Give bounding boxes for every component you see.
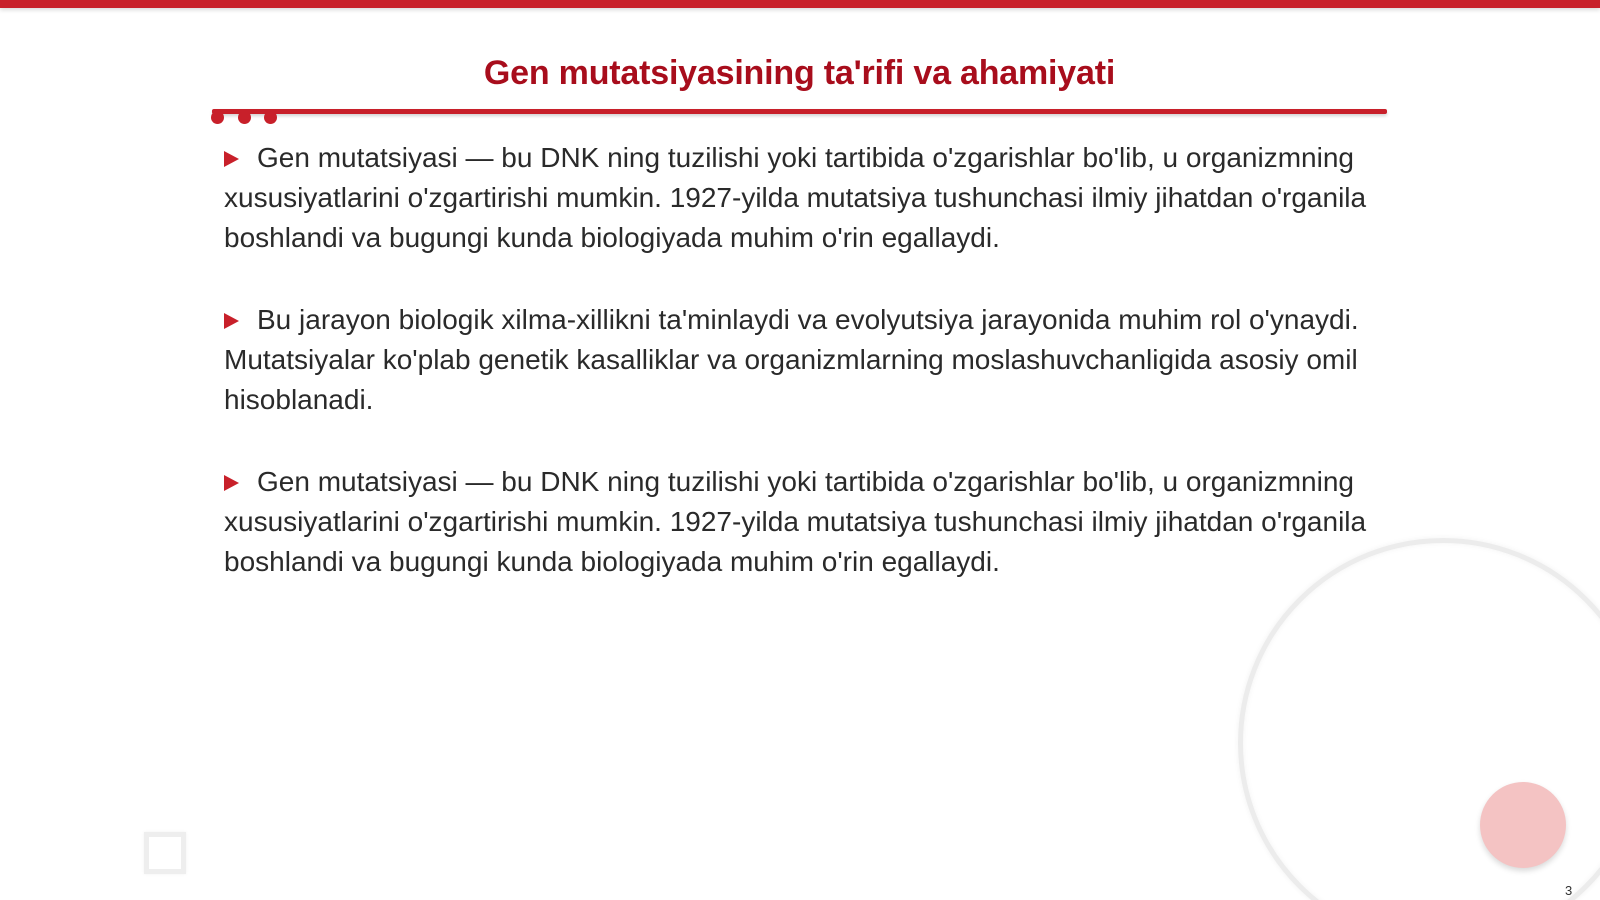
decor-square [144,832,186,874]
bullet-list [224,138,1374,624]
decor-dot [238,111,251,124]
top-accent-bar [0,0,1600,8]
page-number: 3 [1565,883,1573,898]
title-underline [212,109,1387,114]
decor-dot [211,111,224,124]
bullet-text: Bu jarayon biologik xilma-xillikni ta'minlaydi va evolyutsiya jarayonida muhim rol o'ynaydi. Mutatsiyalar ko'plab genetik kasalliklar va organizmlarning moslashuvchanligida asosiy omil hisoblanadi. [224,304,1359,415]
slide-title: Gen mutatsiyasining ta'rifi va ahamiyati [483,54,1116,92]
bullet-item [224,300,1374,420]
bullet-text: Gen mutatsiyasi — bu DNK ning tuzilishi yoki tartibida o'zgarishlar bo'lib, u organizmning xususiyatlarini o'zgartirishi mumkin. 1927-yilda mutatsiya tushunchasi ilmiy jihatdan o'rganila boshlandi va bugungi kunda biologiyada muhim o'rin egallaydi. [224,142,1367,253]
decor-dot [264,111,277,124]
bullet-text: Gen mutatsiyasi — bu DNK ning tuzilishi yoki tartibida o'zgarishlar bo'lib, u organizmning xususiyatlarini o'zgartirishi mumkin. 1927-yilda mutatsiya tushunchasi ilmiy jihatdan o'rganila boshlandi va bugungi kunda biologiyada muhim o'rin egallaydi. [224,466,1367,577]
decor-pink-circle [1480,782,1566,868]
bullet-item [224,138,1374,258]
triangle-right-icon [224,151,239,167]
triangle-right-icon [224,475,239,491]
triangle-right-icon [224,313,239,329]
bullet-item [224,462,1374,582]
